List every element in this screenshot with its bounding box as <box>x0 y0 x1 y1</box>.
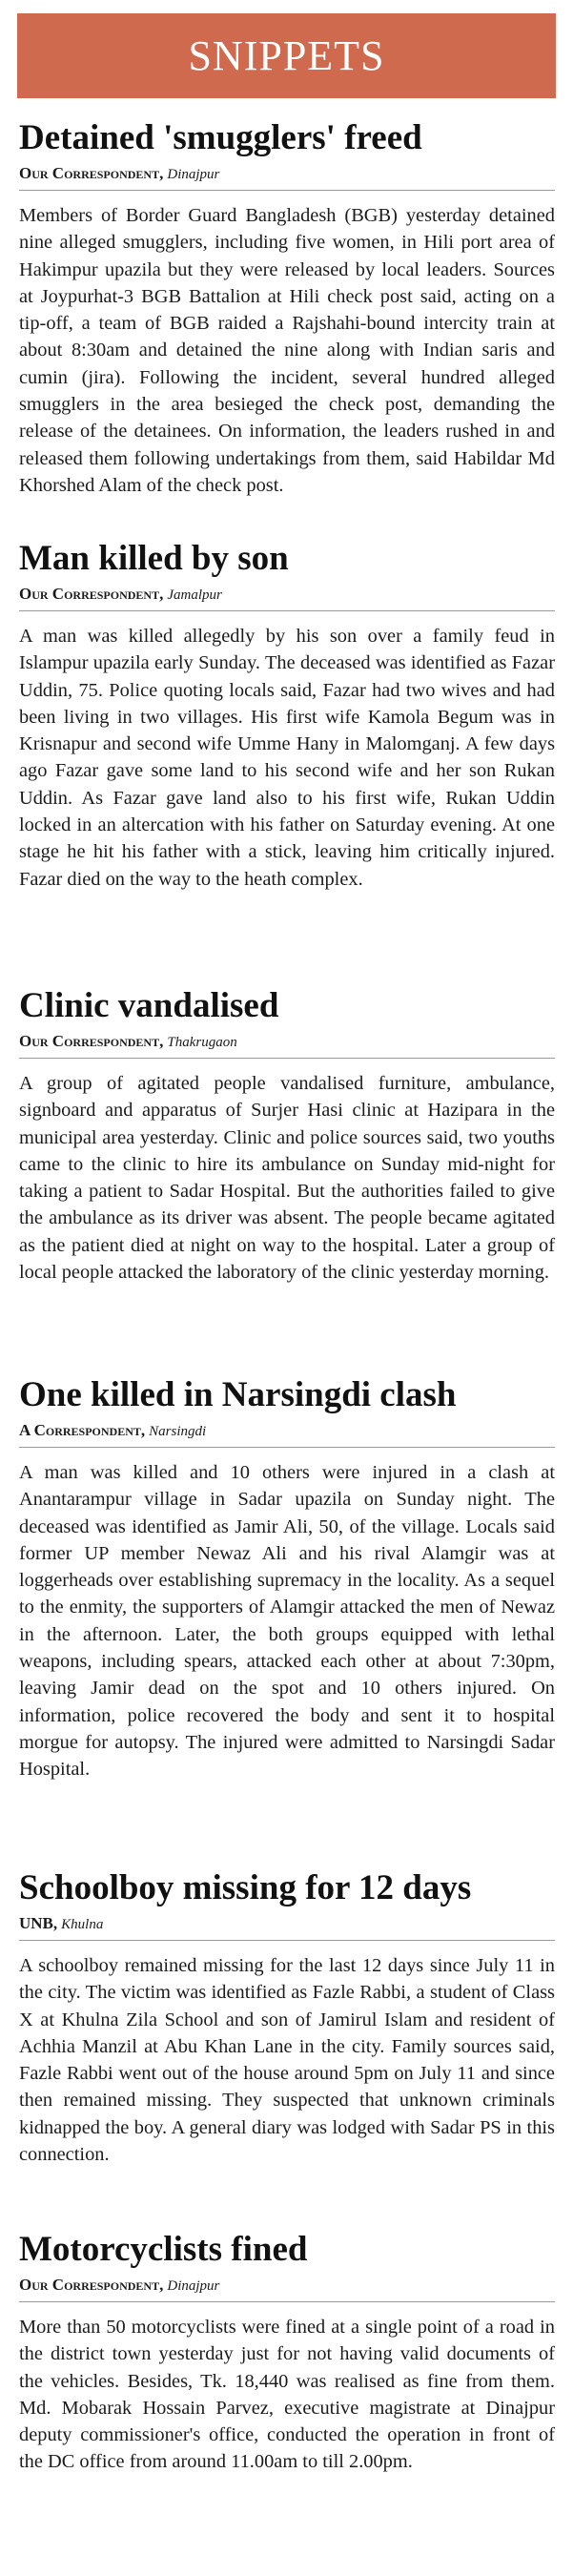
article-motorcyclists-fined <box>19 2230 555 2476</box>
byline-source: Our Correspondent, <box>19 1032 164 1050</box>
byline-location: Dinajpur <box>167 2278 220 2294</box>
article-body: Members of Border Guard Bangladesh (BGB) yesterday detained nine alleged smugglers, including five women, in Hili port area of Hakimpur upazila but they were released by local leaders. Sources at Joypurhat-3 BGB Battalion at Hili check post said, acting on a tip-off, a team of BGB raided a Rajshahi-bound intercity train at about 8:30am and detained the nine along with Indian saris and cumin (jira). Following the incident, several hundred alleged smugglers in the area besieged the check post, demanding the release of the detainees. On information, the leaders rushed in and released them following undertakings from them, said Habildar Md Khorshed Alam of the check post. <box>19 205 555 496</box>
byline-location: Dinajpur <box>167 167 220 182</box>
byline-source: Our Correspondent, <box>19 2276 164 2294</box>
byline-location: Khulna <box>61 1917 104 1932</box>
article-narsingdi-clash <box>19 1375 555 1783</box>
byline-location: Narsingdi <box>149 1424 207 1439</box>
article-body: A man was killed and 10 others were injured in a clash at Anantarampur village in Sadar upazila on Sunday night. The deceased was identified as Jamir Ali, 50, of the village. Locals said former UP member Newaz Ali and his rival Alamgir was at loggerheads over establishing supremacy in the locality. As a sequel to the enmity, the supporters of Alamgir attacked the men of Newaz in the afternoon. Later, the both groups equipped with lethal weapons, including spears, attacked each other at about 7:30pm, leaving Jamir dead on the spot and 10 others injured. On information, police recovered the body and sent it to hospital morgue for autopsy. The injured were admitted to Narsingdi Sadar Hospital. <box>19 1462 555 1781</box>
article-body: A schoolboy remained missing for the last 12 days since July 11 in the city. The victim was identified as Fazle Rabbi, a student of Class X at Khulna Zila School and son of Jamirul Islam and resident of Achhia Manzil at Abu Khan Lane in the city. Family sources said, Fazle Rabbi went out of the house around 5pm on July 11 and since then remained missing. They suspected that unknown criminals kidnapped the boy. A general diary was lodged with Sadar PS in this connection. <box>19 1955 555 2166</box>
article-byline <box>19 1421 555 1448</box>
byline-source: A Correspondent, <box>19 1421 146 1439</box>
byline-source: Our Correspondent, <box>19 164 164 182</box>
article-byline <box>19 1914 555 1941</box>
article-smugglers-freed <box>19 118 555 499</box>
article-body: More than 50 motorcyclists were fined at a single point of a road in the district town yesterday just for not having valid documents of the vehicles. Besides, Tk. 18,440 was realised as fine from them. Md. Mobarak Hossain Parvez, executive magistrate at Dinajpur deputy commissioner's office, conducted the operation in front of the DC office from around 11.00am to till 2.00pm. <box>19 2317 555 2473</box>
byline-location: Jamalpur <box>167 587 222 603</box>
section-banner <box>17 13 556 98</box>
article-man-killed-by-son <box>19 539 555 893</box>
article-byline <box>19 2276 555 2302</box>
article-headline: Detained 'smugglers' freed <box>19 118 422 157</box>
article-byline <box>19 585 555 611</box>
article-headline: Schoolboy missing for 12 days <box>19 1868 472 1907</box>
byline-source: Our Correspondent, <box>19 585 164 603</box>
article-schoolboy-missing <box>19 1868 555 2168</box>
article-headline: Motorcyclists fined <box>19 2230 308 2269</box>
article-clinic-vandalised <box>19 986 555 1286</box>
byline-location: Thakrugaon <box>167 1035 237 1050</box>
article-body: A man was killed allegedly by his son over a family feud in Islampur upazila early Sunday. The deceased was identified as Fazar Uddin, 75. Police quoting locals said, Fazar had two wives and had been living in two villages. His first wife Kamola Begum was in Krisnapur and second wife Umme Hany in Malomganj. A few days ago Fazar gave some land to his second wife and her son Rukan Uddin. As Fazar gave land also to his first wife, Rukan Uddin locked in an altercation with his father on Saturday evening. At one stage he hit his father with a stick, leaving him critically injured. Fazar died on the way to the heath complex. <box>19 626 555 890</box>
section-title: SNIPPETS <box>188 32 385 79</box>
article-byline <box>19 1032 555 1059</box>
article-headline: One killed in Narsingdi clash <box>19 1375 457 1414</box>
article-headline: Man killed by son <box>19 539 289 578</box>
article-headline: Clinic vandalised <box>19 986 279 1025</box>
article-byline <box>19 164 555 191</box>
article-body: A group of agitated people vandalised furniture, ambulance, signboard and apparatus of Surjer Hasi clinic at Hazipara in the municipal area yesterday. Clinic and police sources said, two youths came to the clinic to hire its ambulance on Sunday mid-night for taking a patient to Sadar Hospital. But the authorities failed to give the ambulance as its driver was absent. The people became agitated as the patient died at night on way to the hospital. Later a group of local people attacked the laboratory of the clinic yesterday morning. <box>19 1073 555 1284</box>
byline-source: UNB, <box>19 1914 58 1932</box>
